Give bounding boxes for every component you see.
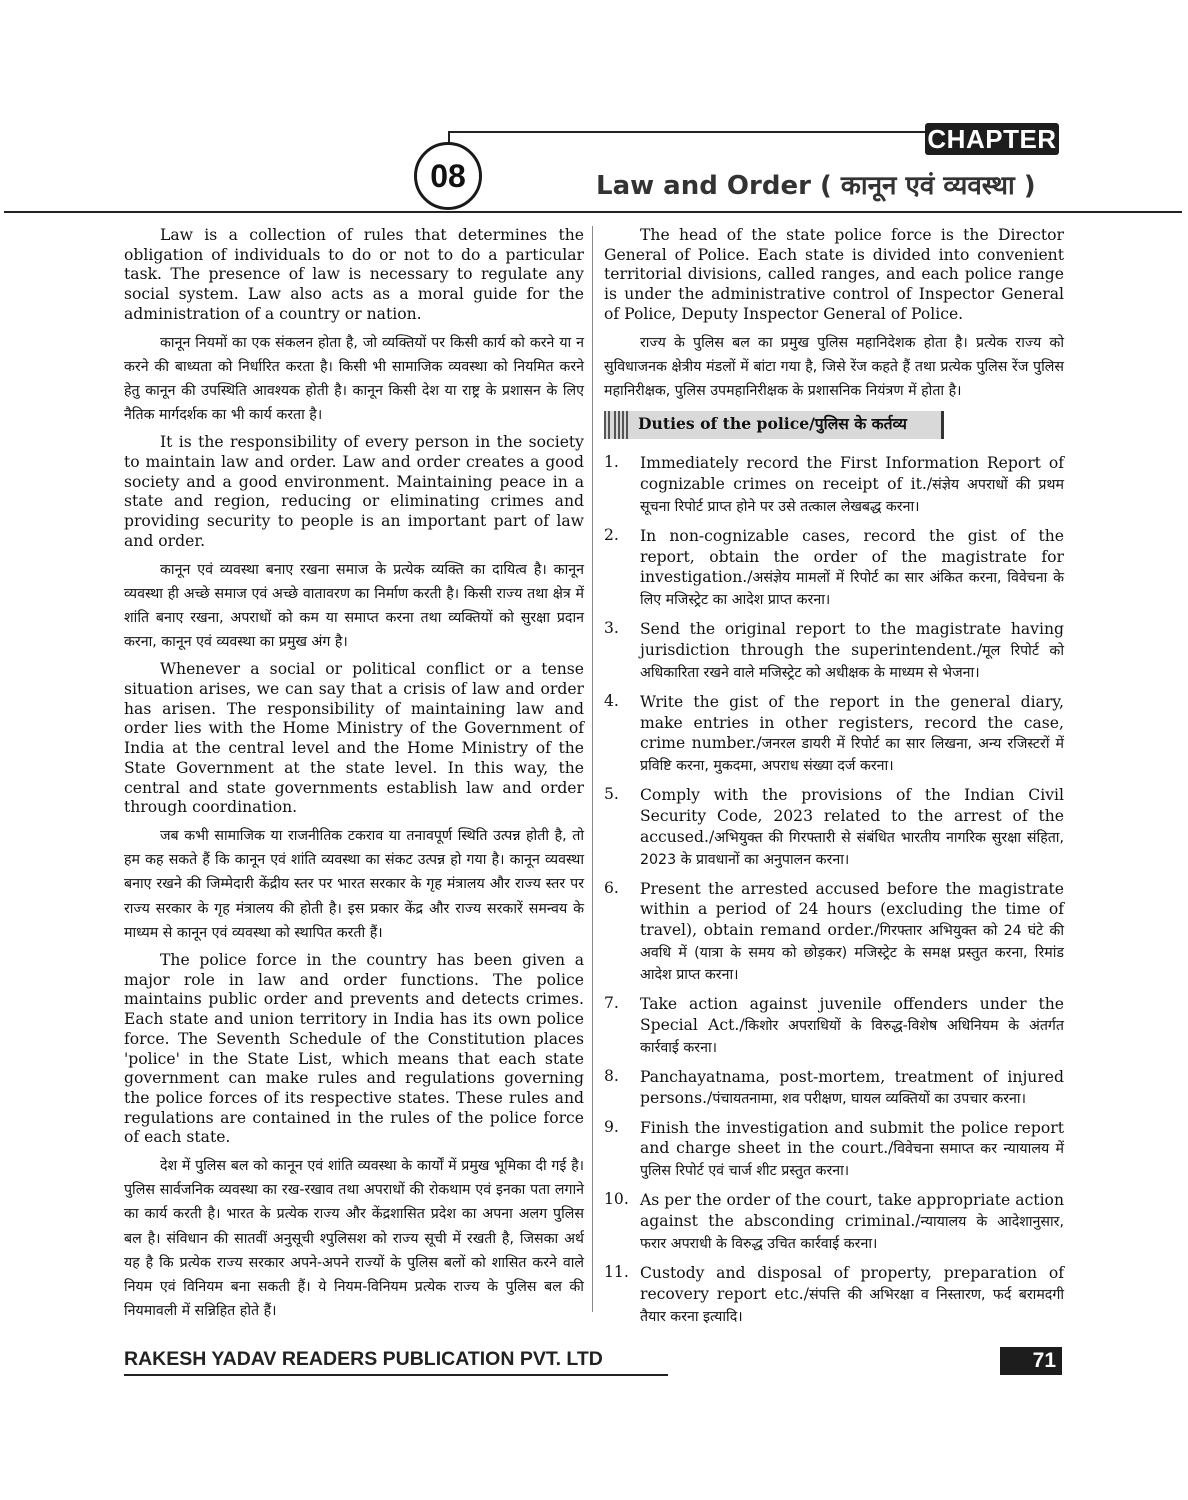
paragraph-hi: कानून एवं व्यवस्था बनाए रखना समाज के प्रत्येक व्यक्ति का दायित्व है। कानून व्यवस्था ही अच्छे समाज एवं अच्छे वातावरण का निर्माण करती है। किसी राज्य तथा क्षेत्र में शांति बनाए रखना, अपराधों को कम या समाप्त करना तथा व्यक्तियों को सुरक्षा प्रदान करना, कानून एवं व्यवस्था का प्रमुख अंग है। — [124, 561, 584, 651]
paragraph-en: It is the responsibility of every person in the society to maintain law and order. Law and order creates a good society and a good environment. Maintaining peace in a state and region, reducing or eliminating crimes and providing security to people is an important part of law and order. — [124, 433, 584, 550]
duty-number: 5. — [604, 785, 619, 804]
duty-text-en: Custody and disposal of property, preparation of recovery report etc./ — [640, 1263, 1064, 1303]
duty-number: 9. — [604, 1117, 619, 1136]
duty-item — [604, 692, 1064, 777]
duty-text-hi: असंज्ञेय मामलों में रिपोर्ट का सार अंकित करना, विवेचना के लिए मजिस्ट्रेट का आदेश प्राप्त करना। — [640, 570, 1064, 609]
duty-item — [604, 785, 1064, 870]
intro-paragraph-hi: राज्य के पुलिस बल का प्रमुख पुलिस महानिदेशक होता है। प्रत्येक राज्य को सुविधाजनक क्षेत्रीय मंडलों में बांटा गया है, जिसे रेंज कहते हैं तथा प्रत्येक पुलिस रेंज पुलिस महानिरीक्षक, पुलिस उपमहानिरीक्षक के प्रशासनिक नियंत्रण में होता है। — [604, 334, 1064, 399]
paragraph-en: Law is a collection of rules that determines the obligation of individuals to do or not to do a particular task. The presence of law is necessary to regulate any social system. Law also acts as a moral guide for the administration of a country or nation. — [124, 226, 584, 323]
duty-text-hi: किशोर अपराधियों के विरुद्ध-विशेष अधिनियम के अंतर्गत कार्रवाई करना। — [640, 1017, 1065, 1056]
duty-text-hi: न्यायालय के आदेशानुसार, फरार अपराधी के विरुद्ध उचित कार्रवाई करना। — [640, 1213, 1064, 1252]
duty-item — [604, 1190, 1064, 1255]
duty-number: 3. — [604, 619, 619, 638]
page-number-box — [1000, 1347, 1062, 1375]
chapter-label-box: CHAPTER — [925, 123, 1059, 155]
duty-item — [604, 453, 1064, 518]
column-divider — [592, 226, 593, 1312]
heading-stripes-decoration — [614, 411, 630, 439]
duty-text-hi: जनरल डायरी में रिपोर्ट का सार लिखना, अन्य रजिस्टरों में प्रविष्टि करना, मुकदमा, अपराध संख्या दर्ज करना। — [640, 736, 1064, 775]
duty-number: 4. — [604, 691, 619, 710]
duty-text-en: As per the order of the court, take appropriate action against the absconding criminal./ — [640, 1191, 1064, 1230]
chapter-number-badge: 08 — [414, 142, 482, 210]
footer-rule — [124, 1374, 668, 1376]
intro-paragraph-en: The head of the state police force is the Director General of Police. Each state is divided into convenient territorial divisions, called ranges, and each police range is under the administrative control of Inspector General of Police, Deputy Inspector General of Police. — [604, 226, 1064, 323]
right-column — [604, 226, 1064, 1336]
duty-text-hi: अभियुक्त की गिरफ्तारी से संबंधित भारतीय नागरिक सुरक्षा संहिता, 2023 के प्रावधानों का अनुपालन करना। — [640, 829, 1064, 868]
chapter-title: Law and Order ( कानून एवं व्यवस्था ) — [596, 171, 1036, 201]
duty-item — [604, 1118, 1064, 1183]
duty-item — [604, 879, 1064, 986]
duty-text-hi: मूल रिपोर्ट को अधिकारिता रखने वाले मजिस्ट्रेट को अधीक्षक के माध्यम से भेजना। — [640, 642, 1064, 681]
duty-text-en: Immediately record the First Information Report of cognizable crimes on receipt of it./ — [640, 454, 1064, 493]
duty-number: 10. — [604, 1190, 629, 1209]
duties-heading: Duties of the police/पुलिस के कर्तव्य — [638, 414, 907, 434]
duty-item — [604, 526, 1064, 611]
paragraph-hi: देश में पुलिस बल को कानून एवं शांति व्यवस्था के कार्यों में प्रमुख भूमिका दी गई है। पुलिस सार्वजनिक व्यवस्था का रख-रखाव तथा अपराधों की रोकथाम एवं इनका पता लगाने का कार्य करती है। भारत के प्रत्येक राज्य और केंद्रशासित प्रदेश का अपना अलग पुलिस बल है। संविधान की सातवीं अनुसूची श्पुलिसश को राज्य सूची में रखती है, जिसका अर्थ यह है कि प्रत्येक राज्य सरकार अपने-अपने राज्यों के पुलिस बलों को शासित करने वाले नियम एवं विनियम बना सकती हैं। ये नियम-विनियम प्रत्येक राज्य के पुलिस बल की नियमावली में सन्निहित होते हैं। — [124, 1158, 584, 1320]
paragraph-en: Whenever a social or political conflict or a tense situation arises, we can say that a crisis of law and order has arisen. The responsibility of maintaining law and order lies with the Home Ministry of the Government of India at the central level and the Home Ministry of the State Government at the state level. In this way, the central and state governments establish law and order through coordination. — [124, 660, 584, 817]
duty-text-hi: विवेचना समाप्त कर न्यायालय में पुलिस रिपोर्ट एवं चार्ज शीट प्रस्तुत करना। — [640, 1141, 1065, 1180]
duty-number: 8. — [604, 1066, 619, 1085]
duty-text-en: Finish the investigation and submit the police report and charge sheet in the court./ — [640, 1118, 1064, 1158]
duty-number: 6. — [604, 878, 619, 897]
duty-number: 7. — [604, 994, 619, 1013]
duty-text-en: Take action against juvenile offenders under the Special Act./ — [640, 995, 1064, 1034]
paragraph-hi: जब कभी सामाजिक या राजनीतिक टकराव या तनावपूर्ण स्थिति उत्पन्न होती है, तो हम कह सकते हैं कि कानून एवं शांति व्यवस्था का संकट उत्पन्न हो गया है। कानून व्यवस्था बनाए रखने की जिम्मेदारी केंद्रीय स्तर पर भारत सरकार के गृह मंत्रालय और राज्य स्तर पर राज्य सरकार के गृह मंत्रालय की होती है। इस प्रकार केंद्र और राज्य सरकारें समन्वय के माध्यम से कानून एवं व्यवस्था को स्थापित करती हैं। — [124, 827, 584, 941]
duty-number: 11. — [604, 1262, 629, 1281]
duty-item — [604, 994, 1064, 1059]
duty-text-hi: पंचायतनामा, शव परीक्षण, घायल व्यक्तियों का उपचार करना। — [712, 1090, 1026, 1107]
paragraph-en: The police force in the country has been given a major role in law and order functions. The police maintains public order and prevents and detects crimes. Each state and union territory in India has its own police force. The Seventh Schedule of the Constitution places 'police' in the State List, which means that each state government can make rules and regulations governing the police forces of its respective states. These rules and regulations are contained in the rules of the police force of each state. — [124, 951, 584, 1147]
duty-number: 1. — [604, 453, 619, 472]
paragraph-hi: कानून नियमों का एक संकलन होता है, जो व्यक्तियों पर किसी कार्य को करने या न करने की बाध्यता को निर्धारित करता है। किसी भी सामाजिक व्यवस्था को नियमित करने हेतु कानून की उपस्थिति आवश्यक होती है। कानून किसी देश या राष्ट्र के प्रशासन के लिए नैतिक मार्गदर्शक का भी कार्य करता है। — [124, 334, 584, 424]
duty-text-en: Panchayatnama, post-mortem, treatment of injured persons./ — [640, 1067, 1064, 1107]
duty-item — [604, 1067, 1064, 1110]
duty-item — [604, 1263, 1064, 1328]
duties-heading-box — [604, 411, 944, 439]
header-top-line — [448, 131, 926, 133]
page-number: 71 — [1032, 1349, 1056, 1372]
duty-text-en: In non-cognizable cases, record the gist of the report, obtain the order of the magistrate for investigation./ — [640, 526, 1064, 587]
duty-text-en: Present the arrested accused before the magistrate within a period of 24 hours (excluding the time of travel), obtain remand order./ — [640, 879, 1064, 940]
publisher-name: RAKESH YADAV READERS PUBLICATION PVT. LTD — [124, 1348, 603, 1370]
duty-text-hi: गिरफ्तार अभियुक्त को 24 घंटे की अवधि में (यात्रा के समय को छोड़कर) मजिस्ट्रेट के समक्ष प्रस्तुत करना, रिमांड आदेश प्राप्त करना। — [640, 923, 1064, 984]
duty-text-en: Comply with the provisions of the Indian Civil Security Code, 2023 related to the arrest of the accused./ — [640, 786, 1064, 846]
duty-text-en: Send the original report to the magistrate having jurisdiction through the superintendent./ — [640, 620, 1064, 659]
duty-text-hi: संपत्ति की अभिरक्षा व निस्तारण, फर्द बरामदगी तैयार करना इत्यादि। — [640, 1286, 1064, 1325]
duty-item — [604, 619, 1064, 684]
duty-text-en: Write the gist of the report in the general diary, make entries in other registers, record the case, crime number./ — [640, 692, 1064, 753]
header-rule — [4, 211, 1182, 213]
duty-number: 2. — [604, 525, 619, 544]
duty-text-hi: संज्ञेय अपराधों की प्रथम सूचना रिपोर्ट प्राप्त होने पर उसे तत्काल लेखबद्ध करना। — [640, 476, 1064, 515]
left-column — [124, 226, 584, 1329]
duties-list — [604, 453, 1064, 1328]
